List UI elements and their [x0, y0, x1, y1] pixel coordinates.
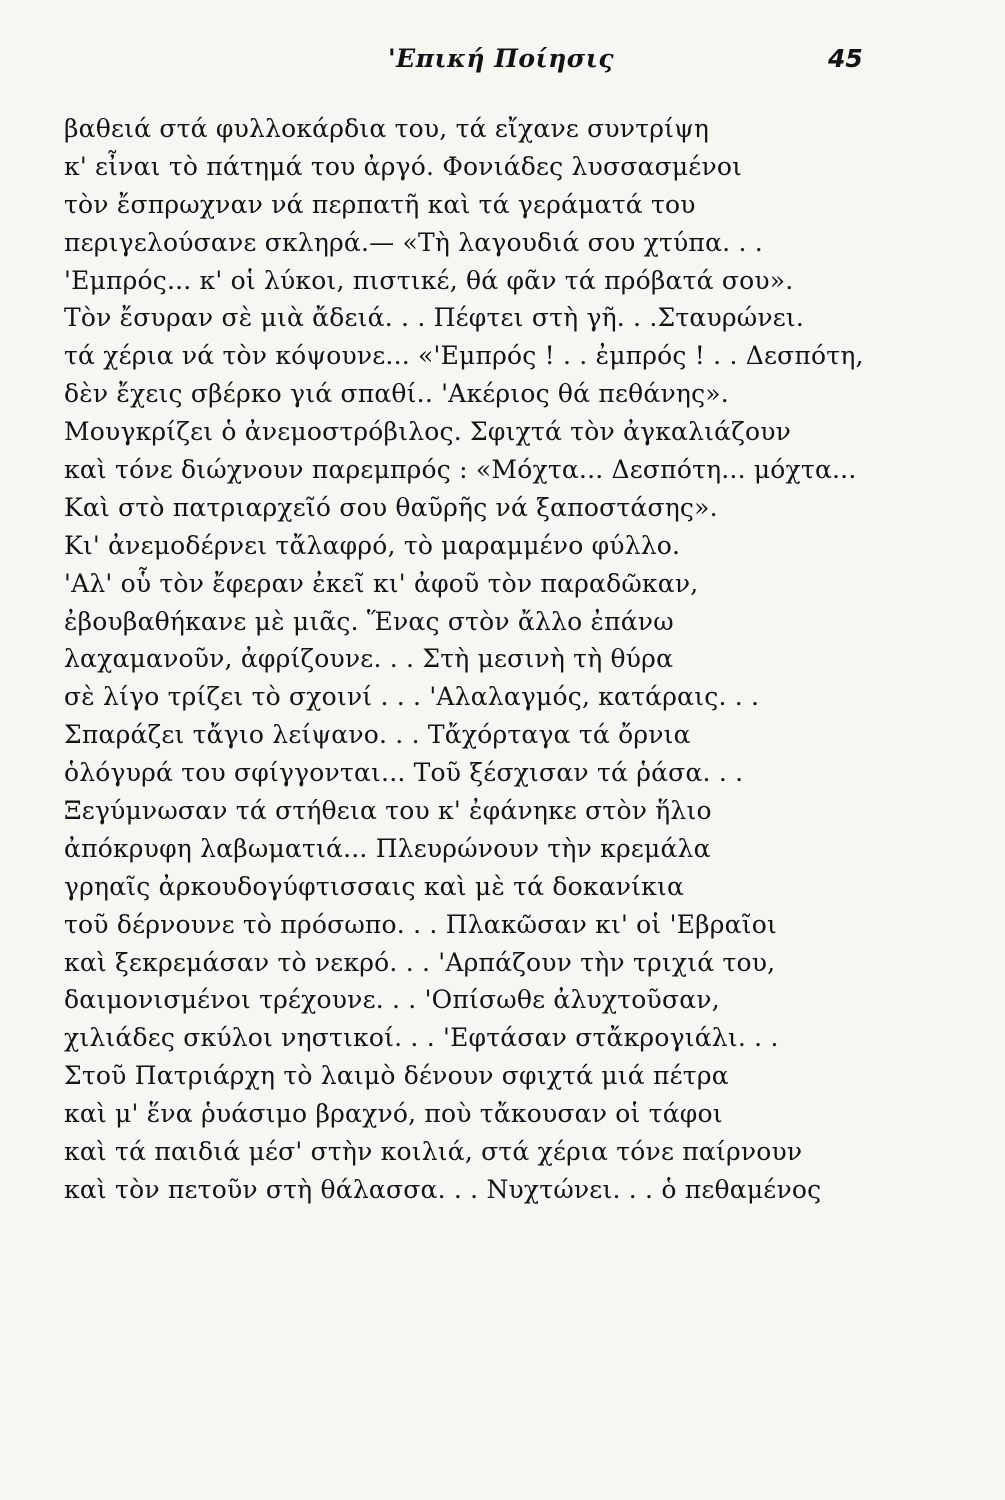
- poem-line: Στοῦ Πατριάρχη τὸ λαιμὸ δένουν σφιχτά μιά πέτρα: [64, 1061, 729, 1091]
- poem-line: σὲ λίγο τρίζει τὸ σχοινί . . . 'Αλαλαγμός, κατάραις. . .: [64, 682, 760, 712]
- poem-line: Τὸν ἔσυραν σὲ μιὰ ἄδειά. . . Πέφτει στὴ γῆ. . .Σταυρώνει.: [64, 303, 805, 333]
- poem-line: ὁλόγυρά του σφίγγονται... Τοῦ ξέσχισαν τά ῥάσα. . .: [64, 758, 744, 788]
- poem-line: τὸν ἔσπρωχναν νά περπατῆ καὶ τά γεράματά του: [64, 189, 696, 219]
- poem-line: καὶ τόνε διώχνουν παρεμπρός : «Μόχτα... Δεσπότη... μόχτα...: [64, 455, 857, 485]
- poem-line: Καὶ στὸ πατριαρχεῖό σου θαῦρῆς νά ξαποστάσης».: [64, 492, 718, 522]
- poem-line: καὶ τά παιδιά μέσ' στὴν κοιλιά, στά χέρια τόνε παίρνουν: [64, 1137, 803, 1167]
- poem-line: ἐβουβαθήκανε μὲ μιᾶς. Ἕνας στὸν ἄλλο ἐπάνω: [64, 606, 674, 636]
- poem-line: Μουγκρίζει ὁ ἀνεμοστρόβιλος. Σφιχτά τὸν ἀγκαλιάζουν: [64, 417, 792, 447]
- poem-line: καὶ τὸν πετοῦν στὴ θάλασσα. . . Νυχτώνει. . . ὁ πεθαμένος: [64, 1174, 822, 1204]
- poem-line: δαιμονισμένοι τρέχουνε. . . 'Οπίσωθε ἀλυχτοῦσαν,: [64, 985, 720, 1015]
- poem-line: περιγελούσανε σκληρά.— «Τὴ λαγουδιά σου χτύπα. . .: [64, 227, 763, 257]
- poem-line: Ξεγύμνωσαν τά στήθεια του κ' ἐφάνηκε στὸν ἥλιο: [64, 796, 712, 826]
- poem-line: καὶ μ' ἕνα ῥυάσιμο βραχνό, ποὺ τἄκουσαν οἱ τάφοι: [64, 1099, 723, 1129]
- poem-line: δὲν ἔχεις σβέρκο γιά σπαθί.. 'Ακέριος θά πεθάνης».: [64, 379, 729, 409]
- poem-line: καὶ ξεκρεμάσαν τὸ νεκρό. . . 'Αρπάζουν τὴν τριχιά του,: [64, 947, 776, 977]
- running-title: 'Επική Ποίησις: [388, 44, 615, 73]
- poem-line: λαχαμανοῦν, ἀφρίζουνε. . . Στὴ μεσινὴ τὴ θύρα: [64, 644, 674, 674]
- poem-line: ἀπόκρυφη λαβωματιά... Πλευρώνουν τὴν κρεμάλα: [64, 833, 711, 863]
- poem-line: 'Αλ' οὗ τὸν ἔφεραν ἐκεῖ κι' ἀφοῦ τὸν παραδῶκαν,: [64, 568, 699, 598]
- poem-line: Κι' ἀνεμοδέρνει τἄλαφρό, τὸ μαραμμένο φύλλο.: [64, 530, 681, 560]
- page-number: 45: [828, 44, 863, 73]
- poem-line: τοῦ δέρνουνε τὸ πρόσωπο. . . Πλακῶσαν κι' οἱ 'Εβραῖοι: [64, 909, 777, 939]
- poem-text-block: [64, 110, 894, 1209]
- running-head: [0, 44, 1005, 80]
- poem-line: γρηαῖς ἀρκουδογύφτισσαις καὶ μὲ τά δοκανίκια: [64, 871, 685, 901]
- poem-line: βαθειά στά φυλλοκάρδια του, τά εἴχανε συντρίψη: [64, 114, 710, 143]
- poem-line: χιλιάδες σκύλοι νηστικοί. . . 'Εφτάσαν στἄκρογιάλι. . .: [64, 1023, 779, 1053]
- poem-line: κ' εἶναι τὸ πάτημά του ἀργό. Φονιάδες λυσσασμένοι: [64, 151, 743, 181]
- poem-line: Σπαράζει τἄγιο λείψανο. . . Τἄχόρταγα τά ὄρνια: [64, 720, 691, 750]
- poem-line: τά χέρια νά τὸν κόψουνε... «'Εμπρός ! . . ἐμπρός ! . . Δεσπότη,: [64, 341, 864, 371]
- poem-line: 'Εμπρός... κ' οἱ λύκοι, πιστικέ, θά φᾶν τά πρόβατά σου».: [64, 265, 794, 295]
